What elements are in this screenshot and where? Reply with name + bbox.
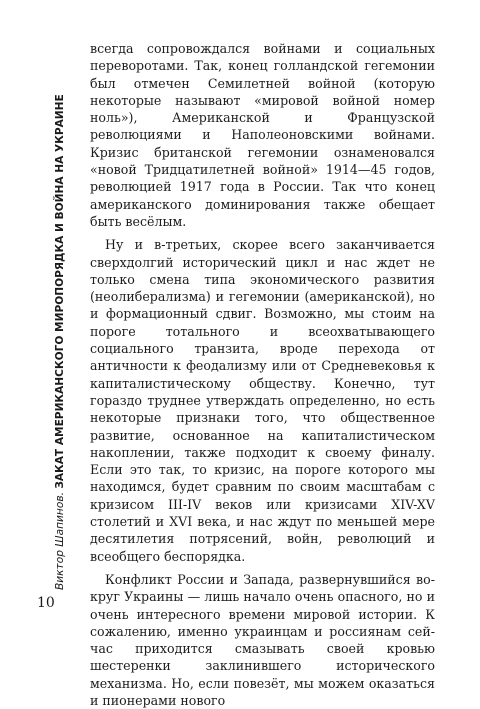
page-number: 10 [37,595,55,611]
running-head-author: Виктор Шапинов. [54,492,66,590]
running-head [54,94,66,590]
paragraph-1: всегда сопровождался войнами и социальных переворотами. Так, конец голландской гегемонии был отмечен Семилетней войной (которую некоторые называют «мировой войной номер ноль»), Американской и Французской революциями и Наполеоновскими войнами. Кризис британской гегемонии ознаменовался «новой Тридцатилетней войной» 1914—45 годов, революцией 1917 года в России. Так что конец американского доминирования также обещает быть весёлым. [90,41,435,229]
paragraph-3: Конфликт России и Запада, развернувшийся вокруг Украины — лишь начало очень опасного, но и очень интересного времени мировой истории. К сожалению, именно украинцам и россиянам сейчас приходится смазывать своей кровью шестеренки заклинившего исторического механизма. Но, если повезёт, мы можем оказаться и пионерами нового [90,571,435,708]
running-head-title: ЗАКАТ АМЕРИКАНСКОГО МИРОПОРЯДКА И ВОЙНА НА УКРАИНЕ [54,94,66,489]
body-text [90,40,435,709]
paragraph-2: Ну и в-третьих, скорее всего заканчивается сверхдолгий исторический цикл и нас ждет не только смена типа экономического развития (неолиберализма) и гегемонии (американской), но и формационный сдвиг. Возможно, мы стоим на пороге тотального и всеохватывающего социального транзита, вроде перехода от античности к феодализму или от Средневековья к капиталистическому обществу. Конечно, тут гораздо труднее утверждать определенно, но есть некоторые признаки того, что общественное развитие, основанное на капиталистическом накоплении, также подходит к своему финалу. Если это так, то кризис, на пороге которого мы находимся, будет сравним по своим масштабам с кризисом III-IV веков или кризисами XIV-XV столетий и XVI века, и нас ждут по меньшей мере десятилетия потрясений, войн, революций и всеобщего беспорядка. [90,237,435,564]
